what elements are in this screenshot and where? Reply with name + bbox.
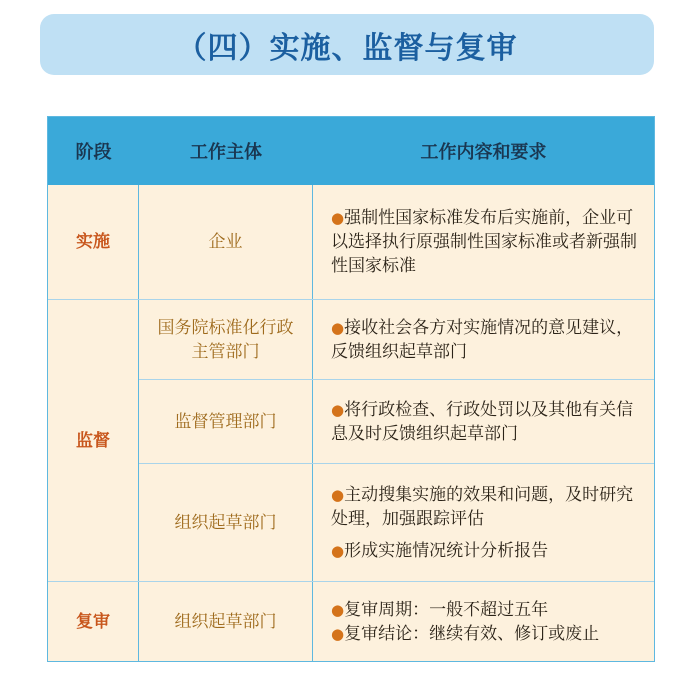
bullet-icon: ● [331, 400, 345, 419]
header-stage: 阶段 [48, 117, 139, 185]
requirement-item: ●复审结论：继续有效、修订或废止 [331, 623, 600, 644]
requirement-item: ●接收社会各方对实施情况的意见建议，反馈组织起草部门 [331, 317, 634, 362]
header-requirements: 工作内容和要求 [313, 117, 654, 185]
requirement-item: ●复审周期：一般不超过五年 [331, 599, 549, 620]
page-title: （四）实施、监督与复审 [176, 30, 518, 66]
bullet-icon: ● [331, 209, 345, 227]
requirements-cell [313, 464, 654, 581]
header-subject: 工作主体 [139, 117, 313, 185]
bullet-icon: ● [331, 541, 345, 560]
requirements-cell [313, 380, 654, 463]
stage-cell: 实施 [76, 232, 110, 252]
bullet-icon: ● [331, 485, 345, 504]
title-banner [40, 14, 654, 75]
requirement-item: ●主动搜集实施的效果和问题，及时研究处理，加强跟踪评估 [331, 484, 634, 529]
bullet-icon: ● [331, 624, 345, 643]
stage-cell: 复审 [76, 611, 110, 632]
subject-cell: 企业 [208, 232, 243, 252]
requirements-cell [313, 582, 654, 661]
requirements-cell [313, 300, 654, 379]
requirements-cell [313, 185, 654, 299]
stage-cell: 监督 [76, 430, 110, 451]
requirement-item: ●将行政检查、行政处罚以及其他有关信息及时反馈组织起草部门 [331, 399, 634, 444]
subject-cell: 监督管理部门 [174, 411, 277, 432]
bullet-icon: ● [331, 600, 345, 619]
requirement-item: ●形成实施情况统计分析报告 [331, 540, 549, 561]
subject-cell: 国务院标准化行政主管部门 [157, 317, 294, 362]
bullet-icon: ● [331, 318, 345, 337]
requirements-table [47, 116, 655, 662]
subject-cell: 组织起草部门 [174, 512, 277, 533]
requirement-item: ●强制性国家标准发布后实施前，企业可以选择执行原强制性国家标准或者新强制性国家标准 [331, 208, 637, 276]
subject-cell: 组织起草部门 [174, 611, 277, 632]
